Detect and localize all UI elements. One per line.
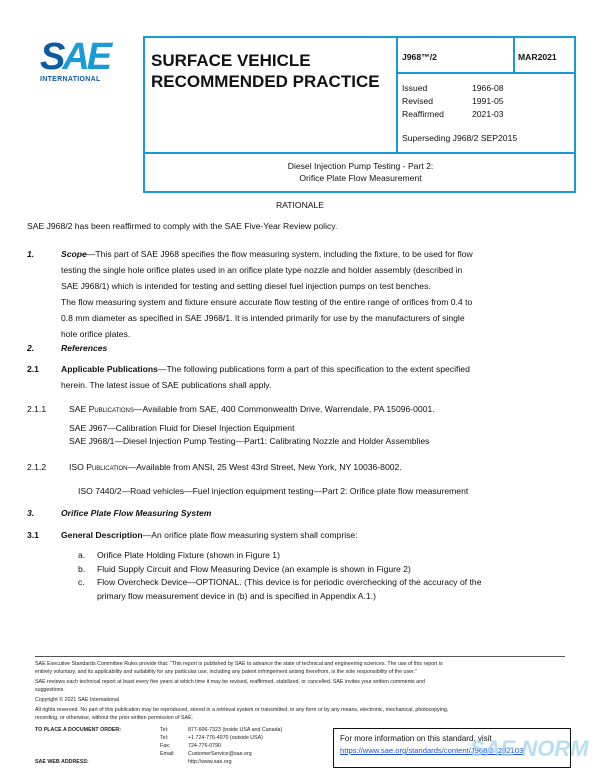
- sae-references: SAE J967—Calibration Fluid for Diesel Injection Equipment SAE J968/1—Diesel Injection Pump Testing—Part1: Calibrating Nozzle and Holder Assemblies: [69, 423, 430, 446]
- list-item: c. Flow Overcheck Device—OPTIONAL. (This device is for periodic overchecking of the accuracy of the: [78, 577, 482, 587]
- superseding: Superseding J968/2 SEP2015: [402, 133, 518, 143]
- watermark: SAE NORM: [470, 736, 589, 761]
- list-item: a. Orifice Plate Holding Fixture (shown in Figure 1): [78, 550, 280, 560]
- section-2-1-2: 2.1.2 ISO Publication—Available from ANSI, 25 West 43rd Street, New York, NY 10036-8002.: [27, 462, 402, 472]
- standard-link[interactable]: https://www.sae.org/standards/content/J968/2_202103: [340, 746, 524, 755]
- logo-subtext: INTERNATIONAL: [40, 76, 101, 83]
- web-link[interactable]: http://www.sae.org: [188, 759, 232, 765]
- section-2-1: 2.1 Applicable Publications—The following publications form a part of this specification to the extent specified herein. The latest issue of SAE publications shall apply.: [27, 364, 470, 390]
- rationale-text: SAE J968/2 has been reaffirmed to comply with the SAE Five-Year Review policy.: [27, 221, 338, 231]
- contacts: Tel: 877-606-7323 (inside USA and Canada) Tel: +1 724-776-4970 (outside USA) Fax: 724-776-0790 Email: CustomerService@sae.org http://www.sae.org: [160, 727, 283, 765]
- section-1: 1. Scope—This part of SAE J968 specifies the flow measuring system, including the fixture, to be used for flow testing the single hole orifice plates used in an orifice plate type nozzle and holder assembly (described in SAE J968/1) which is intended for testing and setting diesel fuel injection pumps on test benches. The flow measuring system and fixture ensure accurate flow testing of the entire range of orifices from 0.4 to 0.8 mm diameter as specified in SAE J968/1. It is intended primarily for use by the manufacturers of single hole orifice plates.: [27, 249, 473, 339]
- component-list: a. Orifice Plate Holding Fixture (shown in Figure 1) b. Fluid Supply Circuit and Flow Measuring Device (an example is shown in Figure 2) c. Flow Overcheck Device—OPTIONAL. (This device is for periodic overchecking of the accuracy of the primary flow measurement device in (b) and is specified in Appendix A.1.): [78, 550, 482, 601]
- section-3-1: 3.1 General Description—An orifice plate flow measuring system shall comprise:: [27, 530, 358, 540]
- section-2-heading: 2. References: [27, 343, 108, 353]
- history: Issued 1966-08 Revised 1991-05 Reaffirmed 2021-03: [402, 83, 504, 119]
- more-info-box: For more information on this standard, visit https://www.sae.org/standards/content/J968/2_202103: [333, 728, 571, 768]
- section-3-heading: 3. Orifice Plate Flow Measuring System: [27, 508, 212, 518]
- list-item: b. Fluid Supply Circuit and Flow Measuring Device (an example is shown in Figure 2): [78, 563, 411, 574]
- section-2-1-1: 2.1.1 SAE Publications—Available from SAE, 400 Commonwealth Drive, Warrendale, PA 15096-0001.: [27, 404, 435, 414]
- sae-logo: SAE INTERNATIONAL: [40, 38, 120, 83]
- footer-legal: SAE Executive Standards Committee Rules provide that: “This report is published by SAE to advance the state of technical and engineering sciences. The use of this report is entirely voluntary, and its applicability and suitability for any particular use, including any patent infringement arising therefrom, is the sole responsibility of the user.” SAE reviews each technical report at least every five years at which time it may be revised, reaffirmed, stabilized, or cancelled. SAE invites your written comments and suggestions. Copyright © 2021 SAE International All rights reserved. No part of this publication may be reproduced, stored in a retrieval system or transmitted, in any form or by any means, electronic, mechanical, photocopying, recording, or otherwise, without the prior written permission of SAE.: [35, 661, 449, 721]
- web-label: SAE WEB ADDRESS:: [35, 759, 89, 765]
- order-label: TO PLACE A DOCUMENT ORDER:: [35, 727, 122, 733]
- rationale-heading: RATIONALE: [275, 200, 325, 210]
- doc-date: MAR2021: [518, 52, 557, 62]
- document-title: SURFACE VEHICLE RECOMMENDED PRACTICE: [151, 51, 380, 91]
- doc-number: J968™/2: [402, 52, 437, 62]
- iso-reference: ISO 7440/2—Road vehicles—Fuel injection equipment testing—Part 2: Orifice plate flow measurement: [78, 486, 469, 496]
- footer-divider: [35, 656, 565, 657]
- document-subtitle: Diesel Injection Pump Testing - Part 2: Orifice Plate Flow Measurement: [287, 161, 434, 183]
